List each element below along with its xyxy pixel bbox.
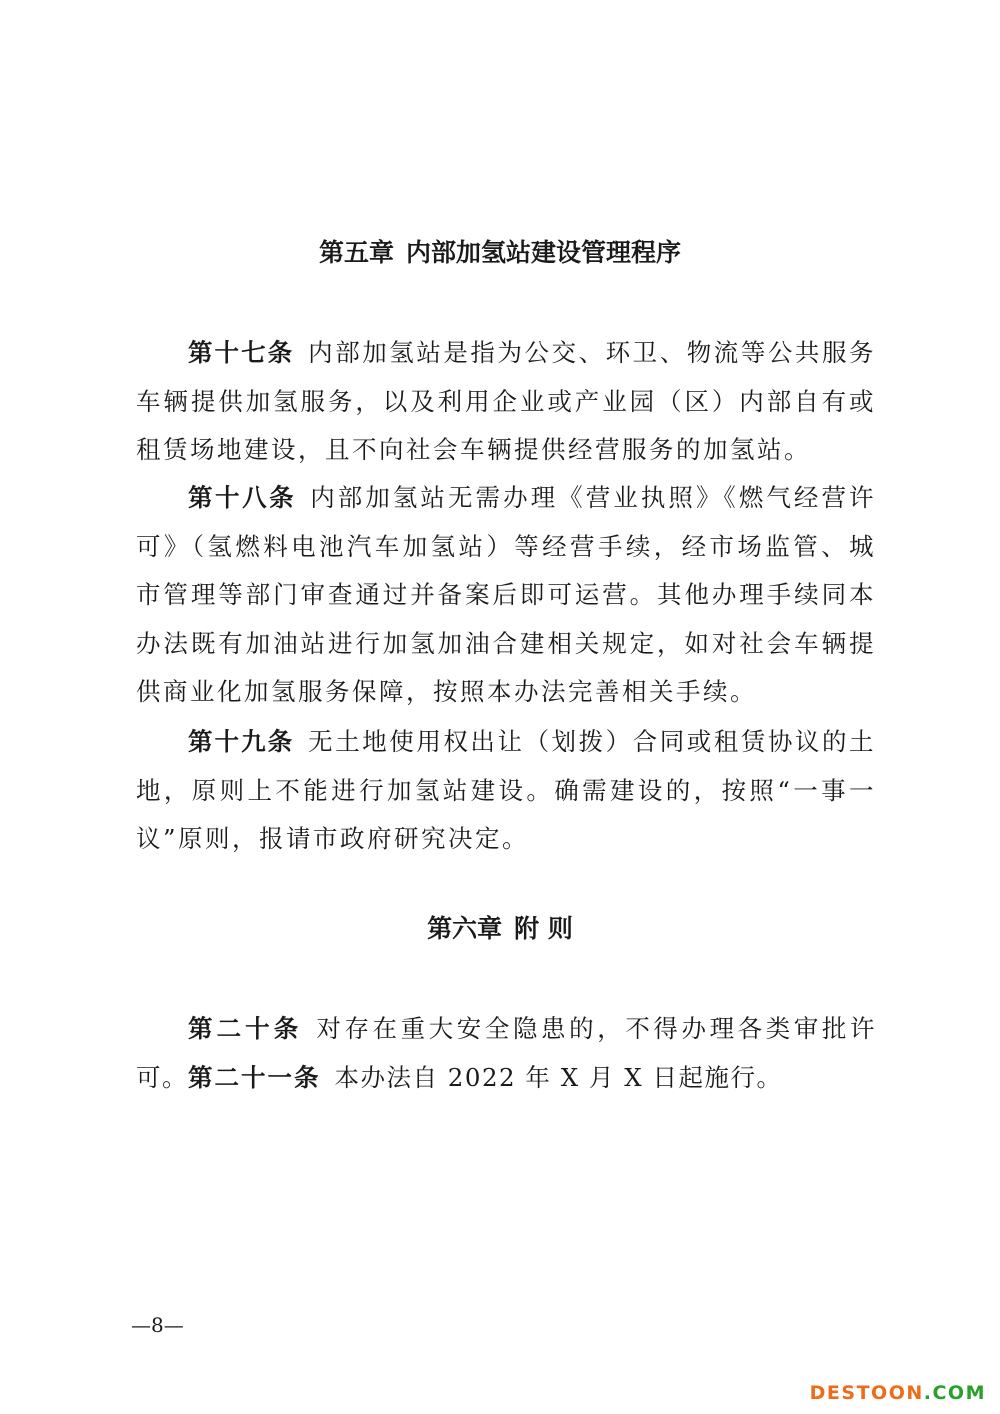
article-20-text: 对存在重大安全隐患的，不得办理各类审批许可。	[136, 1014, 877, 1092]
article-20-label: 第二十条	[188, 1014, 303, 1043]
article-18-label: 第十八条	[188, 483, 297, 512]
chapter-six-label: 第六章	[427, 914, 503, 943]
chapter-five-title: 内部加氢站建设管理程序	[406, 238, 682, 267]
watermark-dot: .	[923, 1382, 933, 1404]
article-19-label: 第十九条	[188, 727, 295, 756]
page-number: —8—	[131, 1313, 184, 1337]
chapter-five-heading	[0, 238, 1000, 268]
article-17	[136, 329, 876, 475]
watermark-main: DESTOON	[809, 1382, 924, 1404]
watermark	[810, 1382, 986, 1404]
article-18	[136, 474, 876, 717]
article-21	[136, 1054, 876, 1103]
watermark-tld: COM	[932, 1382, 986, 1404]
article-18-text: 内部加氢站无需办理《营业执照》《燃气经营许可》（氢燃料电池汽车加氢站）等经营手续，经市场监管、城市管理等部门审查通过并备案后即可运营。其他办理手续同本办法既有加油站进行加氢加油合建相关规定，如对社会车辆提供商业化加氢服务保障，按照本办法完善相关手续。	[136, 483, 877, 706]
chapter-six-title: 附 则	[514, 914, 573, 943]
article-21-label: 第二十一条	[188, 1063, 321, 1092]
article-17-label: 第十七条	[188, 338, 295, 367]
chapter-five-label: 第五章	[318, 238, 394, 267]
article-19	[136, 718, 876, 864]
article-19-text: 无土地使用权出让（划拨）合同或租赁协议的土地，原则上不能进行加氢站建设。确需建设的，按照“一事一议”原则，报请市政府研究决定。	[136, 727, 877, 853]
chapter-six-heading	[0, 914, 1000, 944]
article-21-text: 本办法自 2022 年 X 月 X 日起施行。	[334, 1063, 783, 1092]
article-17-text: 内部加氢站是指为公交、环卫、物流等公共服务车辆提供加氢服务，以及利用企业或产业园（区）内部自有或租赁场地建设，且不向社会车辆提供经营服务的加氢站。	[136, 338, 877, 464]
